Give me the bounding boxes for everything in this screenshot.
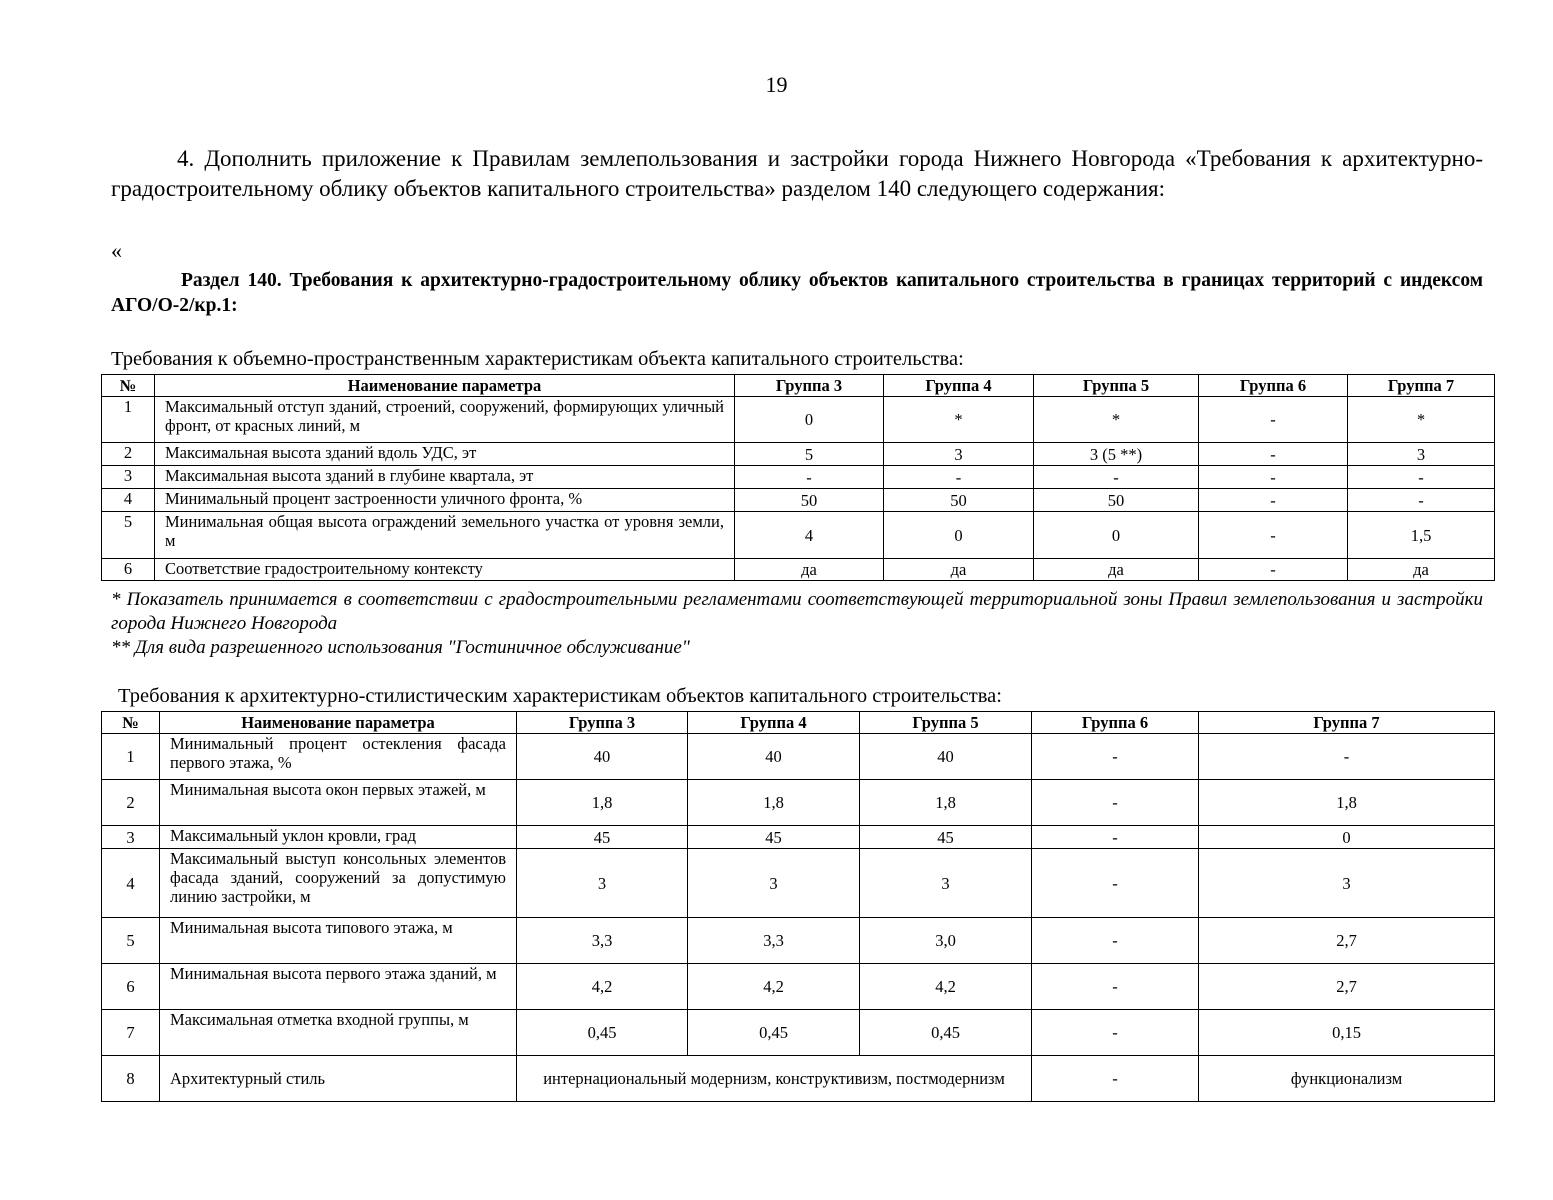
value-cell: 40 [517,734,688,780]
value-cell: 45 [688,826,860,849]
row-number: 2 [102,780,160,826]
architectural-style-cell: интернациональный модернизм, конструктивизм, постмодернизм [517,1056,1032,1102]
value-cell: 3,3 [688,918,860,964]
table-row [102,443,1495,466]
value-cell: да [735,559,884,581]
row-number: 6 [102,559,155,581]
header-cell: № [102,712,160,734]
row-number: 4 [102,489,155,512]
row-number: 3 [102,466,155,489]
value-cell: 1,8 [860,780,1032,826]
value-cell: * [884,397,1034,443]
value-cell: - [1032,780,1199,826]
value-cell: 45 [860,826,1032,849]
value-cell: - [1199,734,1495,780]
parameter-name: Минимальный процент остекления фасада первого этажа, % [160,734,517,780]
header-cell: Наименование параметра [160,712,517,734]
value-cell: 3 [688,849,860,918]
value-cell: 0 [735,397,884,443]
row-number: 7 [102,1010,160,1056]
value-cell: - [1032,826,1199,849]
value-cell: 3 [1199,849,1495,918]
value-cell: 0 [1199,826,1495,849]
value-cell: 3,3 [517,918,688,964]
header-cell: Группа 3 [735,375,884,397]
footnote-asterisk: * Показатель принимается в соответствии с градостроительными регламентами соответствующей территориальной зоны Правил землепользования и застройки города Нижнего Новгорода [111,589,1483,634]
parameter-name: Максимальный уклон кровли, град [160,826,517,849]
value-cell: 45 [517,826,688,849]
value-cell: 3 [1348,443,1495,466]
value-cell: 50 [735,489,884,512]
header-cell: Группа 4 [884,375,1034,397]
table2-caption: Требования к архитектурно-стилистическим характеристикам объектов капитального строительства: [118,685,1002,707]
value-cell: 4,2 [860,964,1032,1010]
table1-caption: Требования к объемно-пространственным характеристикам объекта капитального строительства: [111,348,964,370]
value-cell: 40 [688,734,860,780]
table-row [102,466,1495,489]
row-number: 5 [102,918,160,964]
value-cell: 3 (5 **) [1034,443,1199,466]
header-cell: Группа 5 [860,712,1032,734]
value-cell: - [1032,964,1199,1010]
value-cell: 50 [1034,489,1199,512]
value-cell: - [1034,466,1199,489]
value-cell: 4,2 [517,964,688,1010]
value-cell: 2,7 [1199,964,1495,1010]
header-cell: Наименование параметра [155,375,735,397]
parameter-name: Минимальная высота окон первых этажей, м [160,780,517,826]
value-cell: - [1032,1010,1199,1056]
row-number: 2 [102,443,155,466]
parameter-name: Соответствие градостроительному контексту [155,559,735,581]
footnotes [111,588,1483,660]
value-cell: 0,45 [688,1010,860,1056]
parameter-name: Минимальная общая высота ограждений земельного участка от уровня земли, м [155,512,735,559]
value-cell: - [1199,512,1348,559]
table-row [102,1056,1495,1102]
parameter-name: Архитектурный стиль [160,1056,517,1102]
table-row [102,826,1495,849]
value-cell: - [884,466,1034,489]
table-row [102,559,1495,581]
value-cell: 4,2 [688,964,860,1010]
row-number: 1 [102,734,160,780]
value-cell: - [1199,397,1348,443]
value-cell: да [1034,559,1199,581]
value-cell: функционализм [1199,1056,1495,1102]
value-cell: 0,45 [517,1010,688,1056]
value-cell: - [1199,559,1348,581]
value-cell: - [1199,489,1348,512]
header-cell: Группа 4 [688,712,860,734]
header-cell: Группа 6 [1199,375,1348,397]
row-number: 8 [102,1056,160,1102]
value-cell: - [1032,1056,1199,1102]
value-cell: 3,0 [860,918,1032,964]
row-number: 6 [102,964,160,1010]
parameter-name: Максимальная отметка входной группы, м [160,1010,517,1056]
value-cell: да [884,559,1034,581]
value-cell: 0,45 [860,1010,1032,1056]
table-row [102,964,1495,1010]
value-cell: да [1348,559,1495,581]
value-cell: - [1032,849,1199,918]
table-row [102,918,1495,964]
header-cell: Группа 7 [1348,375,1495,397]
value-cell: - [1032,734,1199,780]
value-cell: 1,8 [517,780,688,826]
value-cell: 0 [884,512,1034,559]
open-quote: « [111,238,122,263]
table-row [102,489,1495,512]
header-cell: Группа 5 [1034,375,1199,397]
parameter-name: Максимальная высота зданий в глубине квартала, эт [155,466,735,489]
value-cell: 0 [1034,512,1199,559]
footnote-double-asterisk: ** Для вида разрешенного использования "Гостиничное обслуживание" [111,637,690,658]
table-row [102,780,1495,826]
volumetric-requirements-table [101,374,1495,581]
value-cell: 40 [860,734,1032,780]
value-cell: 2,7 [1199,918,1495,964]
value-cell: - [1032,918,1199,964]
value-cell: 1,5 [1348,512,1495,559]
value-cell: 50 [884,489,1034,512]
parameter-name: Максимальная высота зданий вдоль УДС, эт [155,443,735,466]
row-number: 4 [102,849,160,918]
table-row [102,512,1495,559]
parameter-name: Минимальный процент застроенности уличного фронта, % [155,489,735,512]
value-cell: - [1348,489,1495,512]
parameter-name: Максимальный отступ зданий, строений, сооружений, формирующих уличный фронт, от красных линий, м [155,397,735,443]
table-row [102,849,1495,918]
table-row [102,734,1495,780]
header-cell: № [102,375,155,397]
header-cell: Группа 7 [1199,712,1495,734]
value-cell: 1,8 [1199,780,1495,826]
value-cell: 3 [517,849,688,918]
section-title: Раздел 140. Требования к архитектурно-градостроительному облику объектов капитального строительства в границах территорий с индексом АГО/О-2/кр.1: [111,270,1483,316]
value-cell: 1,8 [688,780,860,826]
table-row [102,397,1495,443]
table-header-row [102,375,1495,397]
value-cell: 5 [735,443,884,466]
value-cell: - [1348,466,1495,489]
stylistic-requirements-table [101,711,1495,1102]
header-cell: Группа 6 [1032,712,1199,734]
value-cell: 3 [884,443,1034,466]
value-cell: - [735,466,884,489]
parameter-name: Максимальный выступ консольных элементов фасада зданий, сооружений за допустимую линию застройки, м [160,849,517,918]
row-number: 5 [102,512,155,559]
row-number: 1 [102,397,155,443]
value-cell: * [1034,397,1199,443]
value-cell: 4 [735,512,884,559]
value-cell: * [1348,397,1495,443]
intro-paragraph: 4. Дополнить приложение к Правилам землепользования и застройки города Нижнего Новгорода «Требования к архитектурно-градостроительному облику объектов капитального строительства» разделом 140 следующего содержания: [111,146,1483,201]
table-header-row [102,712,1495,734]
value-cell: 0,15 [1199,1010,1495,1056]
value-cell: - [1199,466,1348,489]
value-cell: 3 [860,849,1032,918]
header-cell: Группа 3 [517,712,688,734]
parameter-name: Минимальная высота типового этажа, м [160,918,517,964]
table-row [102,1010,1495,1056]
value-cell: - [1199,443,1348,466]
parameter-name: Минимальная высота первого этажа зданий, м [160,964,517,1010]
page-number: 19 [765,72,788,97]
row-number: 3 [102,826,160,849]
